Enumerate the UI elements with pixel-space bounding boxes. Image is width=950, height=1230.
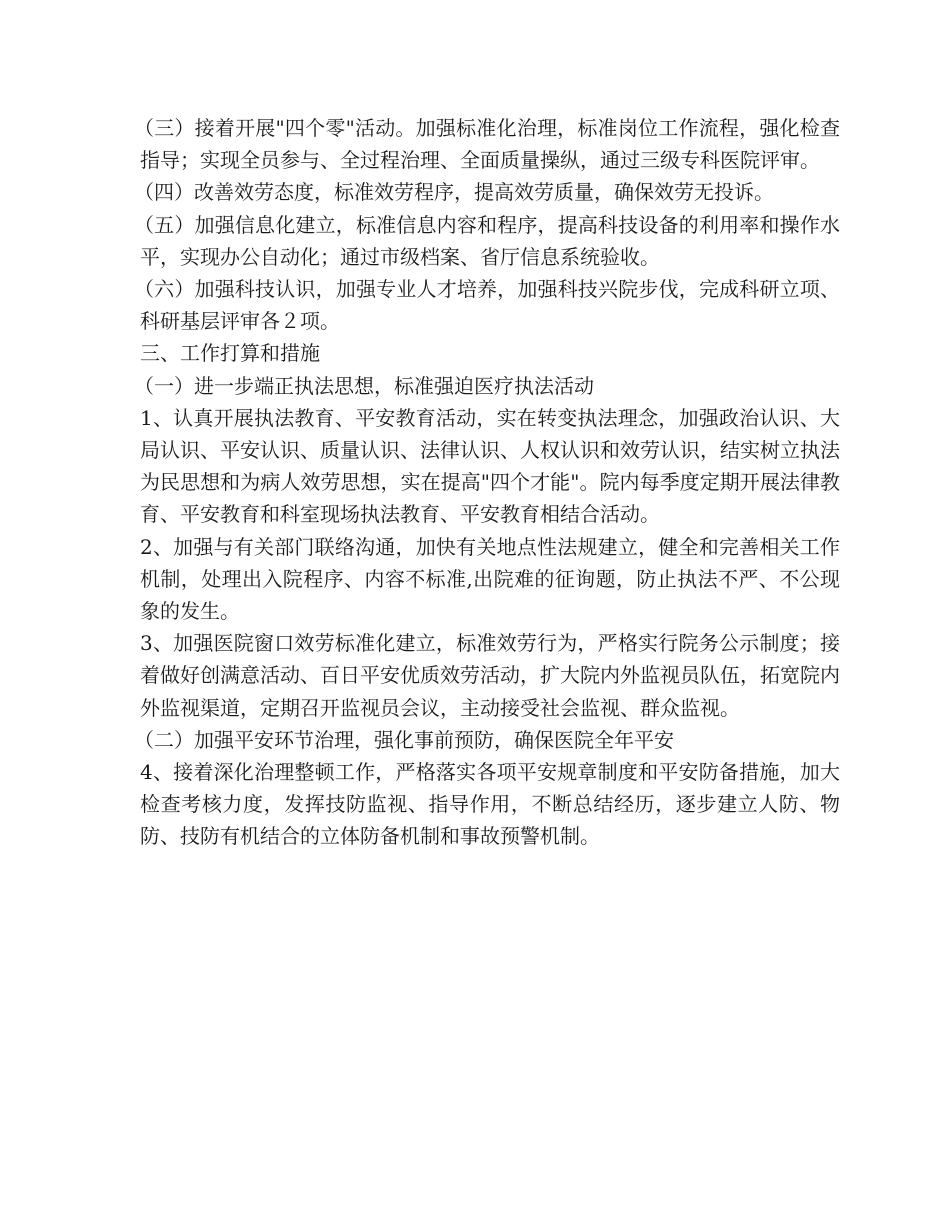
paragraph-item-3: 3、加强医院窗口效劳标准化建立，标准效劳行为，严格实行院务公示制度；接着做好创满意活动、百日平安优质效劳活动，扩大院内外监视员队伍，拓宽院内外监视渠道，定期召开监视员会议，主动接受社会监视、群众监视。 — [140, 631, 840, 720]
subheading-safety: （二）加强平安环节治理，强化事前预防，确保医院全年平安 — [134, 727, 674, 752]
subheading-law-enforcement: （一）进一步端正执法思想，标准强迫医疗执法活动 — [134, 373, 594, 398]
paragraph-item-1: 1、认真开展执法教育、平安教育活动，实在转变执法理念，加强政治认识、大局认识、平安认识、质量认识、法律认识、人权认识和效劳认识，结实树立执法为民思想和为病人效劳思想，实在提高"四个才能"。院内每季度定期开展法律教育、平安教育和科室现场执法教育、平安教育相结合活动。 — [140, 405, 840, 527]
paragraph-section-6: （六）加强科技认识，加强专业人才培养，加强科技兴院步伐，完成科研立项、科研基层评审各２项。 — [134, 277, 840, 334]
paragraph-section-3: （三）接着开展"四个零"活动。加强标准化治理，标准岗位工作流程，强化检查指导；实现全员参与、全过程治理、全面质量操纵，通过三级专科医院评审。 — [134, 116, 840, 173]
heading-work-plan: 三、工作打算和措施 — [140, 341, 320, 366]
paragraph-item-2: 2、加强与有关部门联络沟通，加快有关地点性法规建立，健全和完善相关工作机制，处理出入院程序、内容不标准,出院难的征询题，防止执法不严、不公现象的发生。 — [140, 534, 840, 624]
paragraph-section-5: （五）加强信息化建立，标准信息内容和程序，提高科技设备的利用率和操作水平，实现办公自动化；通过市级档案、省厅信息系统验收。 — [134, 212, 840, 269]
document-body — [134, 112, 840, 853]
paragraph-item-4: 4、接着深化治理整顿工作，严格落实各项平安规章制度和平安防备措施，加大检查考核力度，发挥技防监视、指导作用，不断总结经历，逐步建立人防、物防、技防有机结合的立体防备机制和事故预警机制。 — [140, 760, 840, 849]
paragraph-section-4: （四）改善效劳态度，标准效劳程序，提高效劳质量，确保效劳无投诉。 — [134, 180, 774, 205]
